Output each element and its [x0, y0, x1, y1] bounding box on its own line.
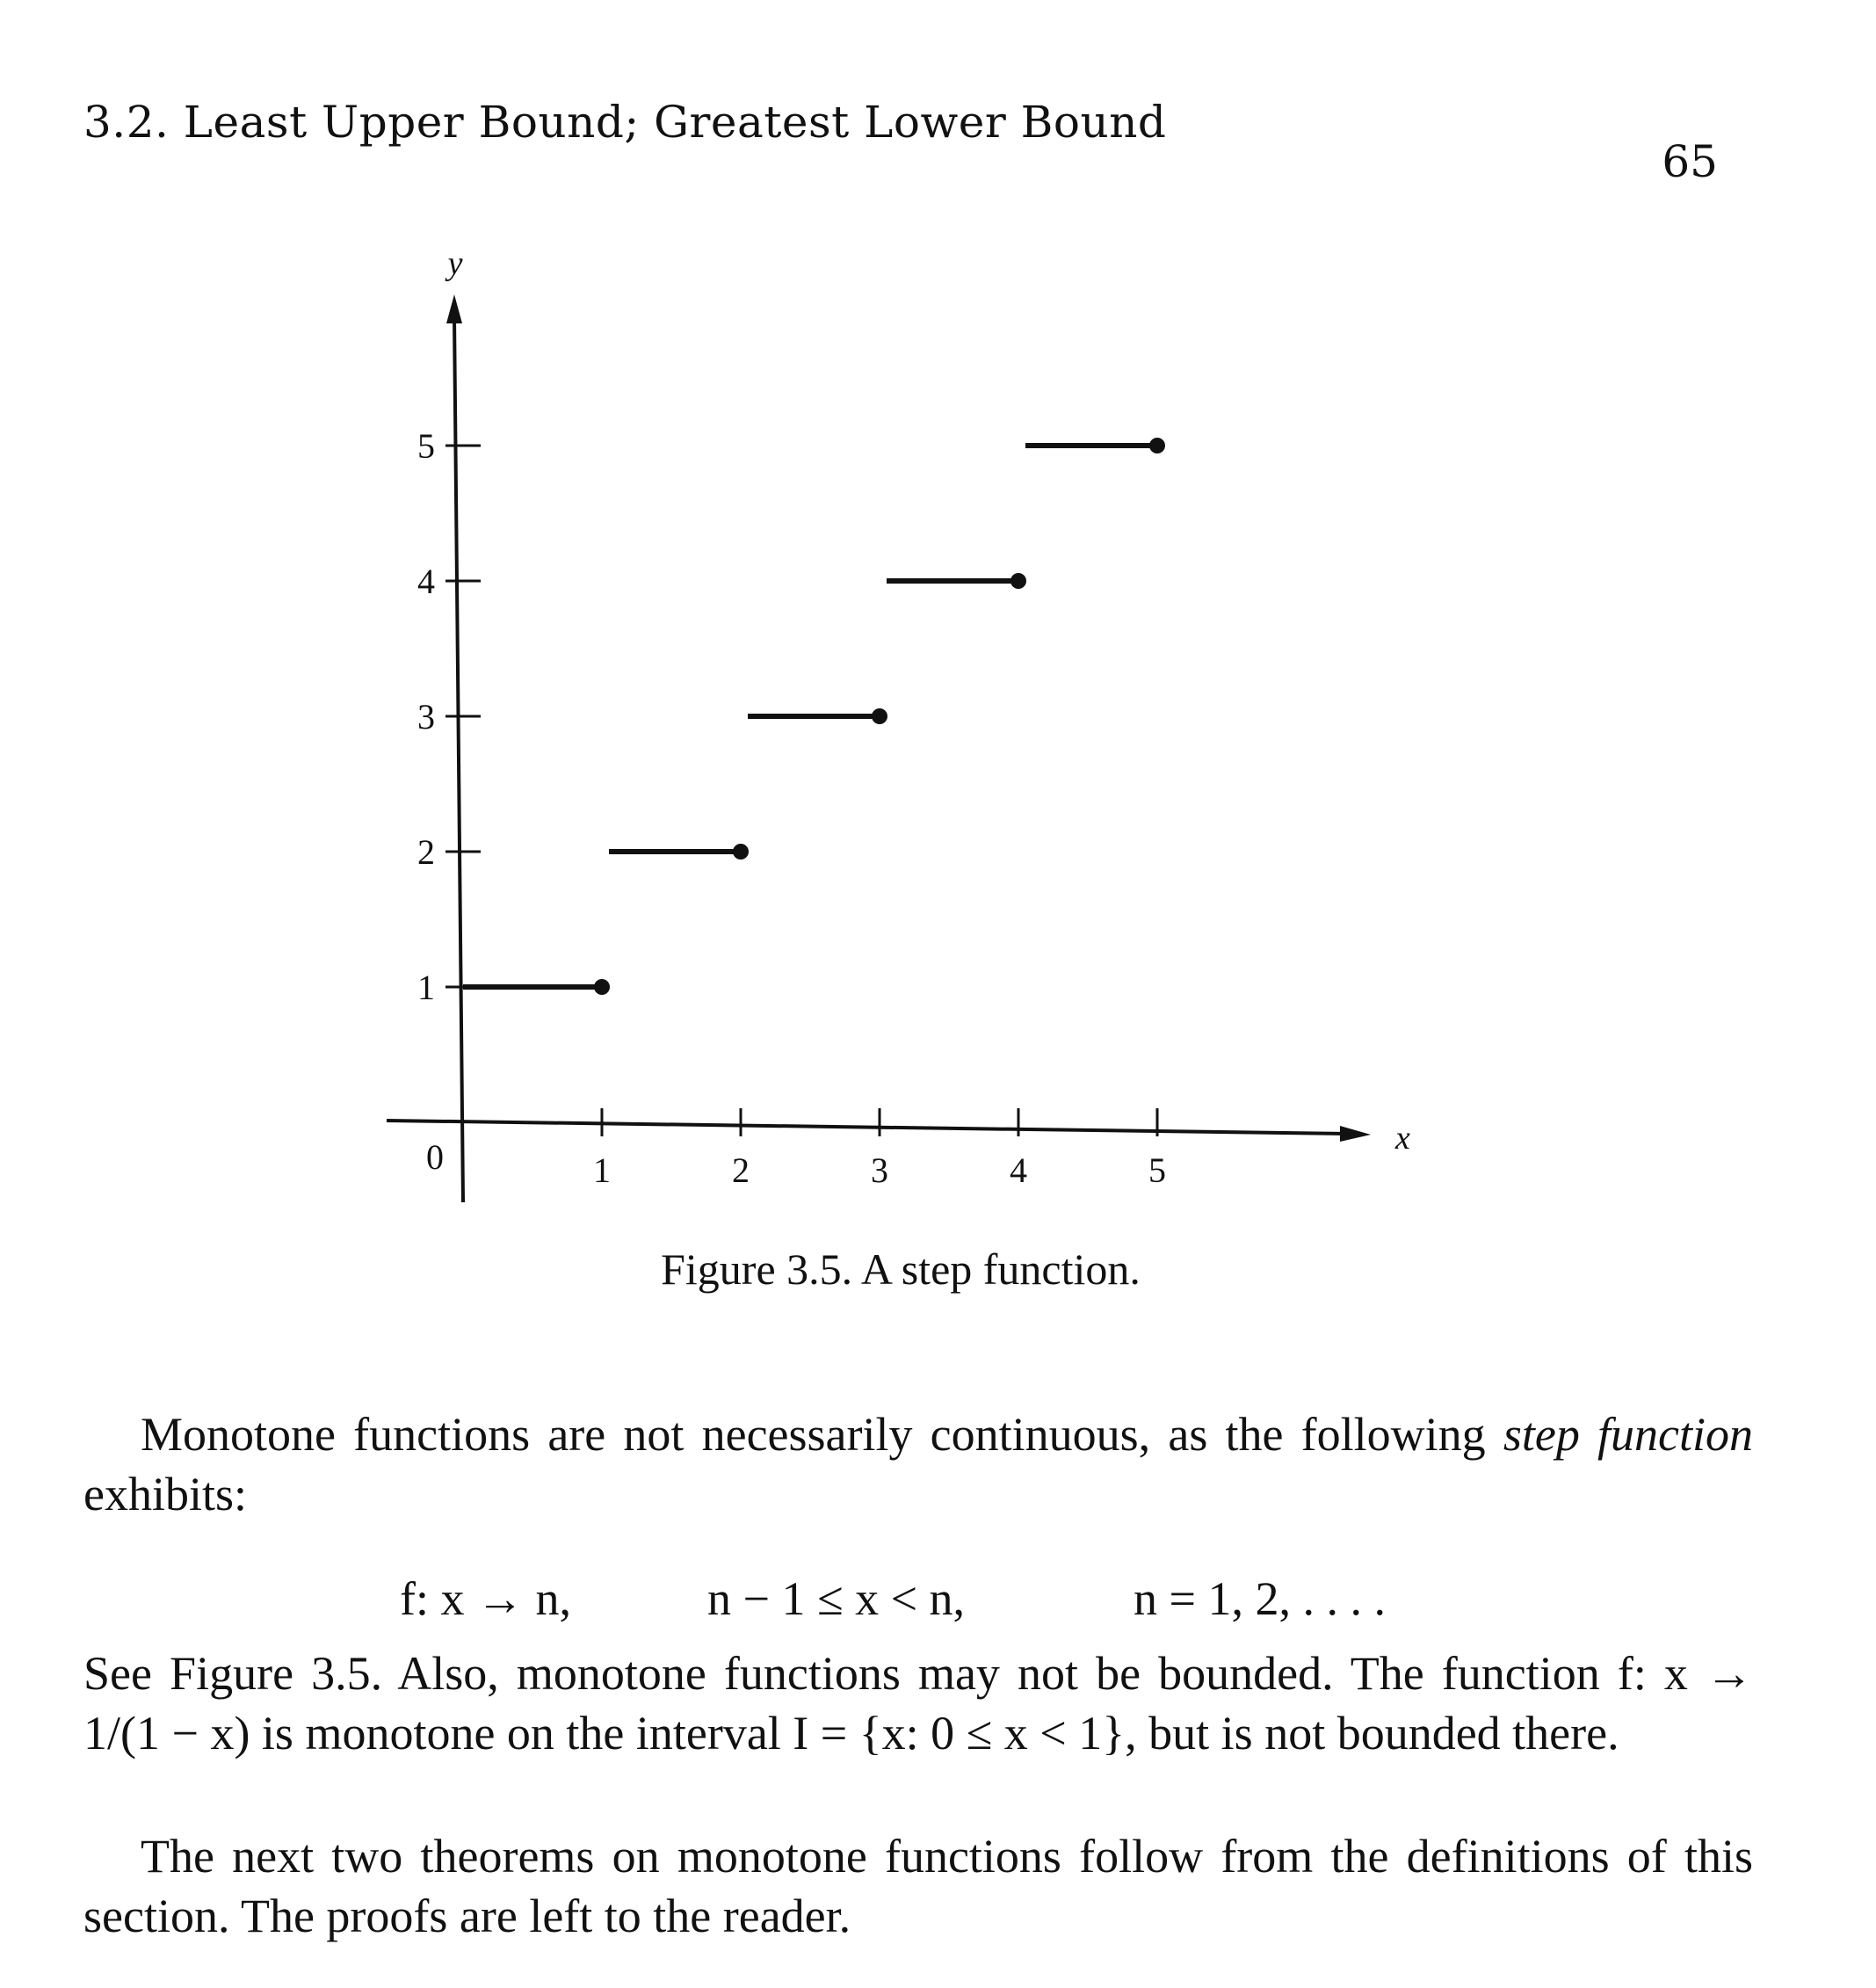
x-tick-label: 3: [871, 1150, 888, 1190]
page-number: 65: [1662, 136, 1718, 187]
x-axis: [387, 1121, 1344, 1134]
step-endpoint: [872, 708, 887, 724]
figure-caption: Figure 3.5. A step function.: [661, 1244, 1141, 1294]
step-endpoint: [594, 979, 610, 995]
step-segments: [463, 438, 1165, 995]
y-tick-label: 3: [417, 697, 435, 736]
y-ticks: [417, 426, 481, 1007]
y-tick-label: 2: [417, 832, 435, 872]
formula-index: n = 1, 2, . . . .: [1134, 1572, 1386, 1625]
x-ticks: [593, 1108, 1166, 1190]
chart-axes: [387, 245, 1410, 1202]
y-axis: [454, 316, 463, 1202]
y-tick-label: 5: [417, 426, 435, 466]
x-tick-label: 1: [593, 1150, 611, 1190]
paragraph-unbounded: See Figure 3.5. Also, monotone functions may not be bounded. The function f: x → 1/(1 − x) is monotone on the interval I = {x: 0 ≤ x < 1}, but is not bounded there.: [83, 1647, 1753, 1759]
y-axis-label: y: [447, 245, 463, 282]
origin-label: 0: [426, 1137, 444, 1177]
paragraph-intro-end: exhibits:: [83, 1468, 247, 1520]
x-axis-arrow-icon: [1340, 1126, 1371, 1142]
formula-interval: n − 1 ≤ x < n,: [707, 1572, 966, 1625]
x-tick-label: 5: [1148, 1150, 1166, 1190]
x-axis-label: x: [1395, 1120, 1410, 1157]
paragraph-theorems: The next two theorems on monotone functions follow from the definitions of this section. The proofs are left to the reader.: [83, 1830, 1753, 1942]
formula-mapping: f: x → n,: [400, 1572, 571, 1625]
step-endpoint: [733, 844, 749, 860]
y-tick-label: 4: [417, 562, 435, 601]
y-tick-label: 1: [417, 968, 435, 1007]
paragraph-intro-text: Monotone functions are not necessarily continuous, as the following: [141, 1408, 1503, 1461]
step-function-term: step function: [1503, 1408, 1753, 1461]
x-tick-label: 4: [1010, 1150, 1027, 1190]
x-tick-label: 2: [732, 1150, 750, 1190]
step-endpoint: [1149, 438, 1165, 453]
running-head: 3.2. Least Upper Bound; Greatest Lower Bound: [83, 97, 1167, 148]
paragraph-intro: [83, 1404, 1753, 1524]
step-endpoint: [1010, 573, 1026, 589]
y-axis-arrow-icon: [446, 294, 462, 323]
